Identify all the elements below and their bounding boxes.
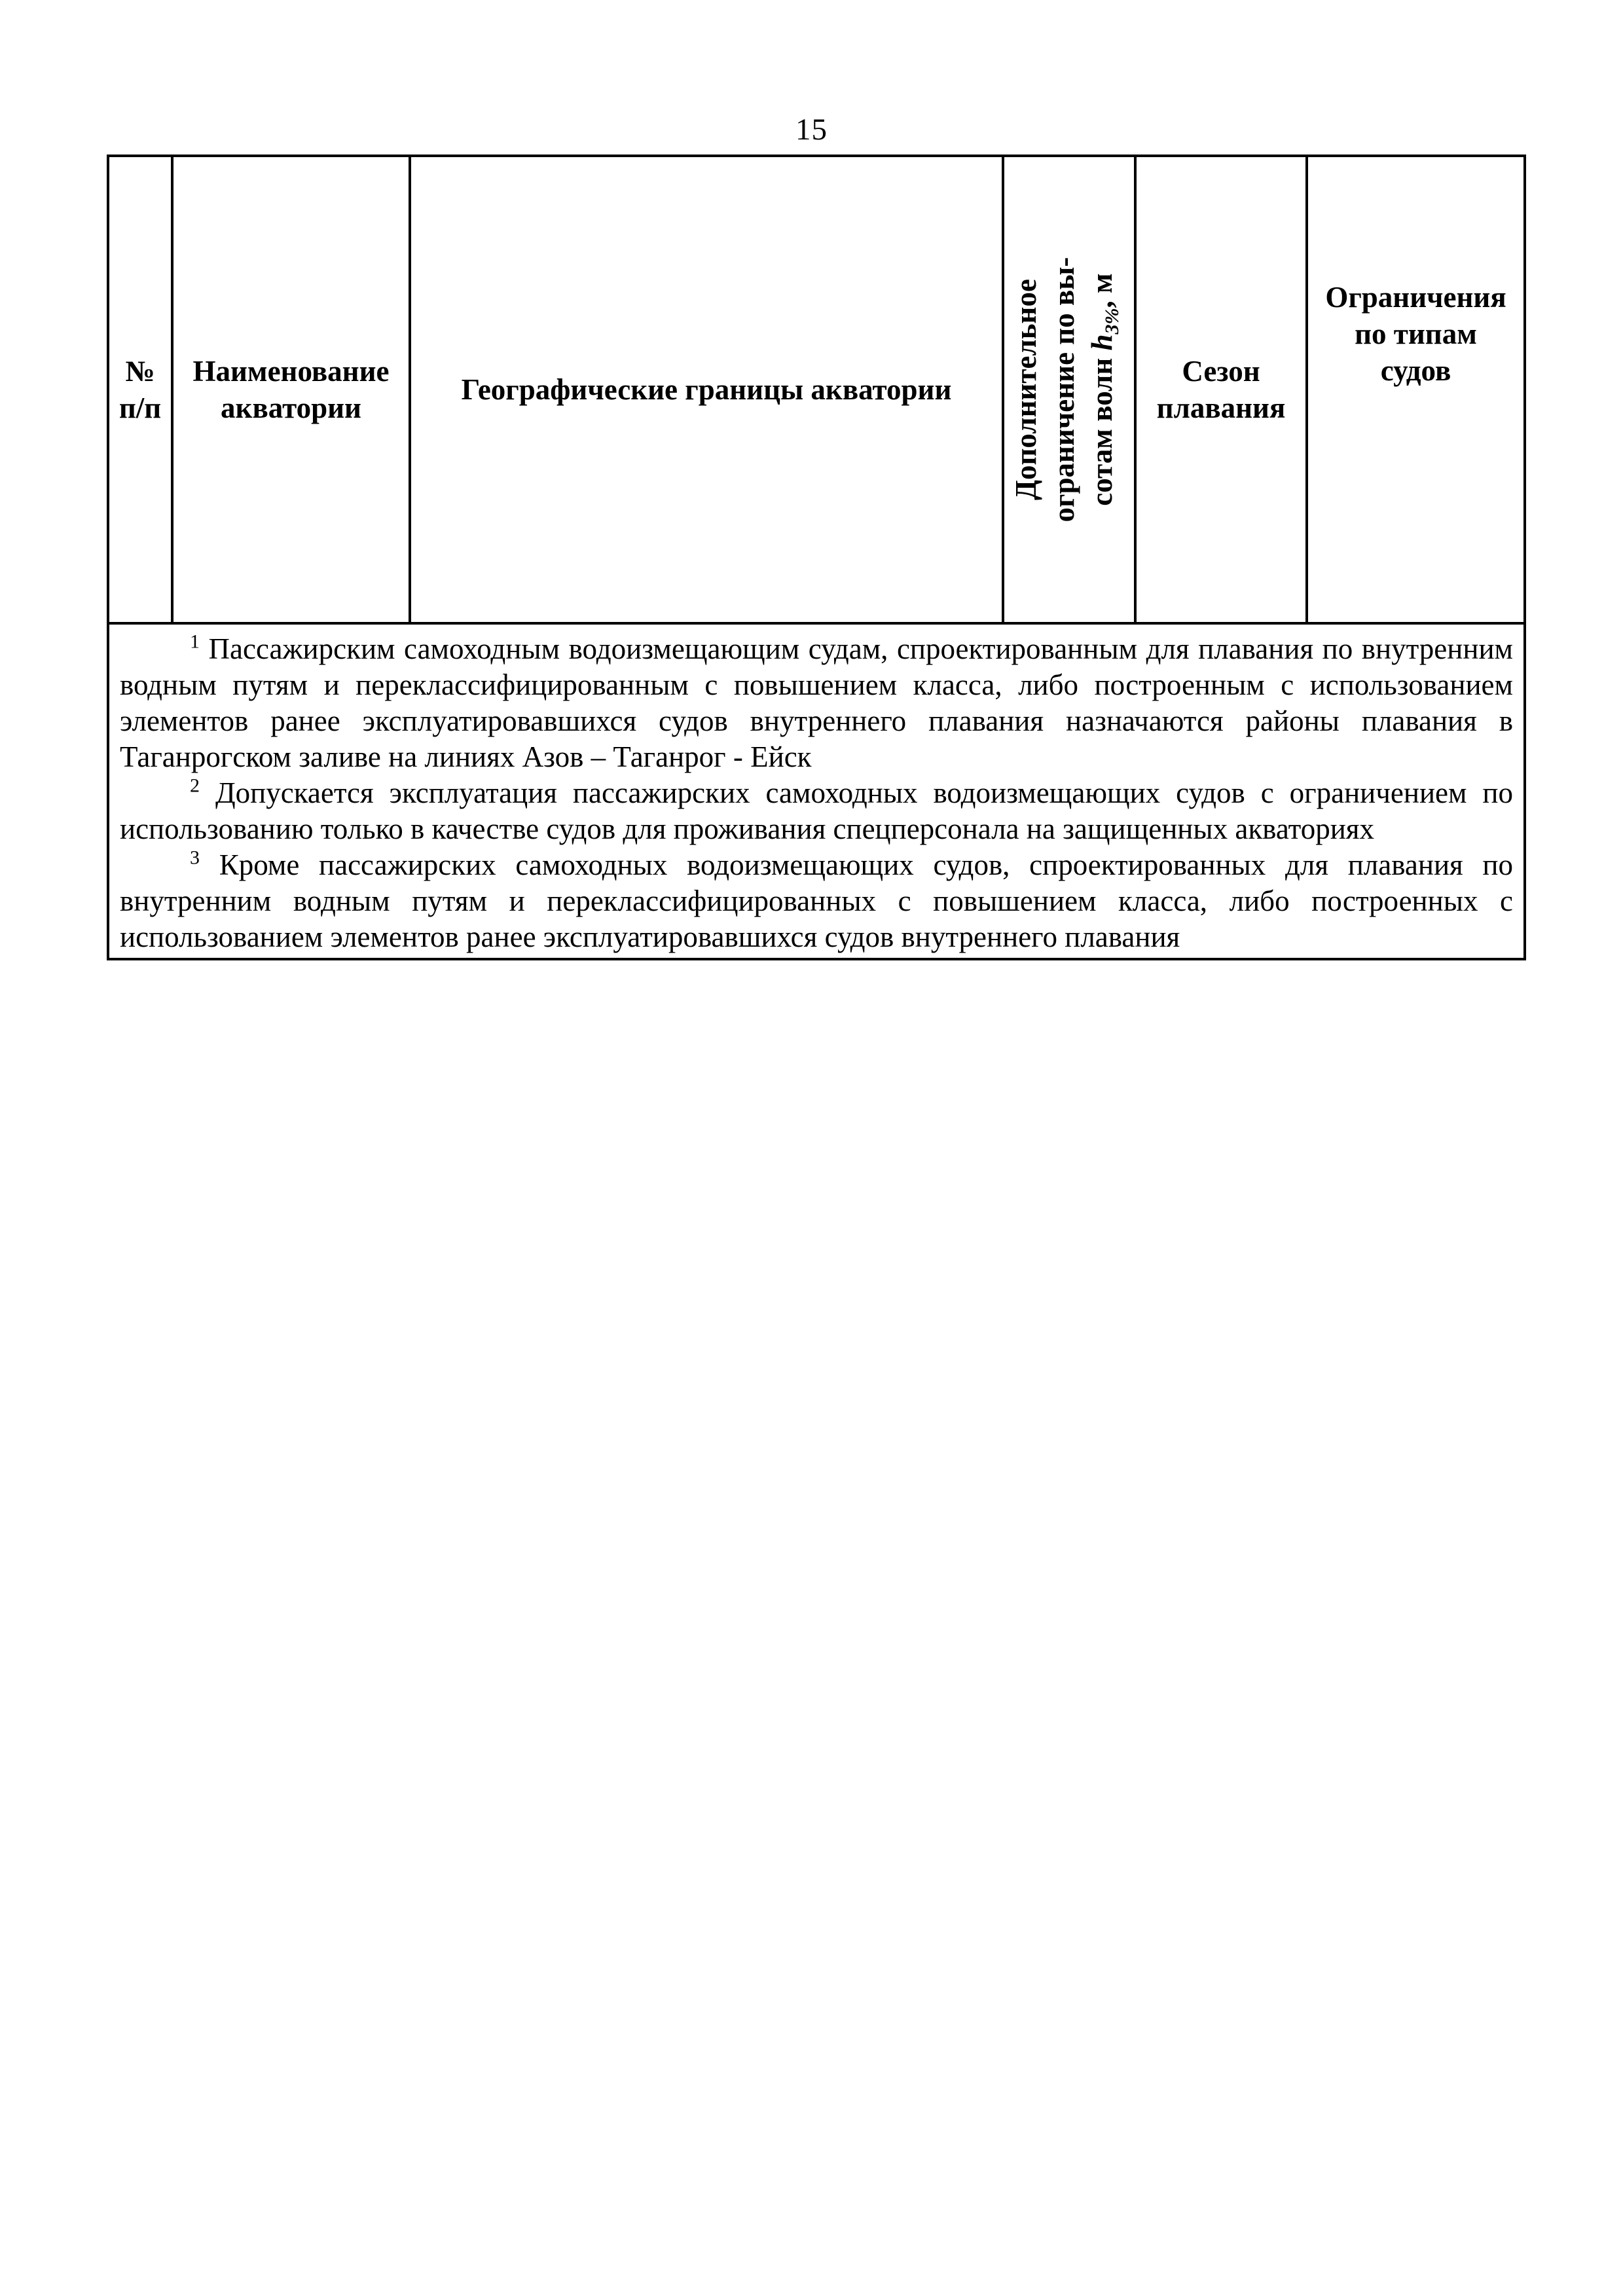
header-vessel-limits — [1307, 156, 1525, 623]
wave-limit-symbol: h — [1085, 334, 1118, 351]
header-wave-limit-text — [1007, 226, 1131, 553]
footnote-3 — [120, 847, 1513, 958]
footnote-text-2: Допускается эксплуатация пассажирских самоходных водоизмещающих судов с ограничением по использованию только в качестве судов для проживания спецперсонала на защищенных акваториях — [120, 776, 1514, 845]
header-number-line-2: п/п — [119, 392, 162, 424]
header-season-line-1: Сезон — [1182, 355, 1260, 388]
footnote-1 — [120, 625, 1513, 775]
header-season-line-2: плавания — [1156, 392, 1286, 424]
footnotes-cell — [108, 623, 1525, 959]
footnotes-row — [108, 623, 1525, 959]
header-vessel-limits-line-1: Ограничения — [1325, 281, 1506, 314]
header-boundaries-text: Географические границы акватории — [461, 373, 952, 406]
header-number-line-1: № — [125, 355, 155, 388]
header-name-line-2: акватории — [221, 392, 361, 424]
water-area-table — [107, 155, 1526, 960]
footnote-mark-2: 2 — [190, 774, 200, 797]
header-wave-limit — [1003, 156, 1135, 623]
footnote-2 — [120, 775, 1513, 847]
header-number — [108, 156, 172, 623]
footnote-mark-3: 3 — [190, 847, 200, 869]
wave-limit-label: Дополнительное ограничение по вы-сотам волн — [1010, 257, 1118, 522]
header-vessel-limits-line-2: по типам — [1355, 318, 1477, 350]
footnote-text-1: Пассажирским самоходным водоизмещающим судам, спроектированным для плавания по внутренним водным путям и переклассифицированным с повышением класса, либо построенным с использованием элементов ранее эксплуатировавшихся судов внутреннего плавания назначаются районы плавания в Таганрогском заливе на линиях Азов – Таганрог - Ейск — [120, 632, 1514, 773]
page-number: 15 — [795, 113, 828, 147]
table-header-row — [108, 156, 1525, 623]
header-name — [172, 156, 410, 623]
header-season — [1135, 156, 1307, 623]
header-boundaries — [410, 156, 1003, 623]
header-vessel-limits-line-3: судов — [1380, 354, 1451, 387]
wave-limit-unit: , м — [1085, 273, 1118, 308]
wave-limit-subscript: 3% — [1101, 308, 1123, 335]
footnote-text-3: Кроме пассажирских самоходных водоизмещающих судов, спроектированных для плавания по внутренним водным путям и переклассифицированных с повышением класса, либо построенных с использованием элементов ранее эксплуатировавшихся судов внутреннего плавания — [120, 848, 1514, 953]
footnote-mark-1: 1 — [190, 630, 200, 653]
header-name-line-1: Наименование — [192, 355, 390, 388]
